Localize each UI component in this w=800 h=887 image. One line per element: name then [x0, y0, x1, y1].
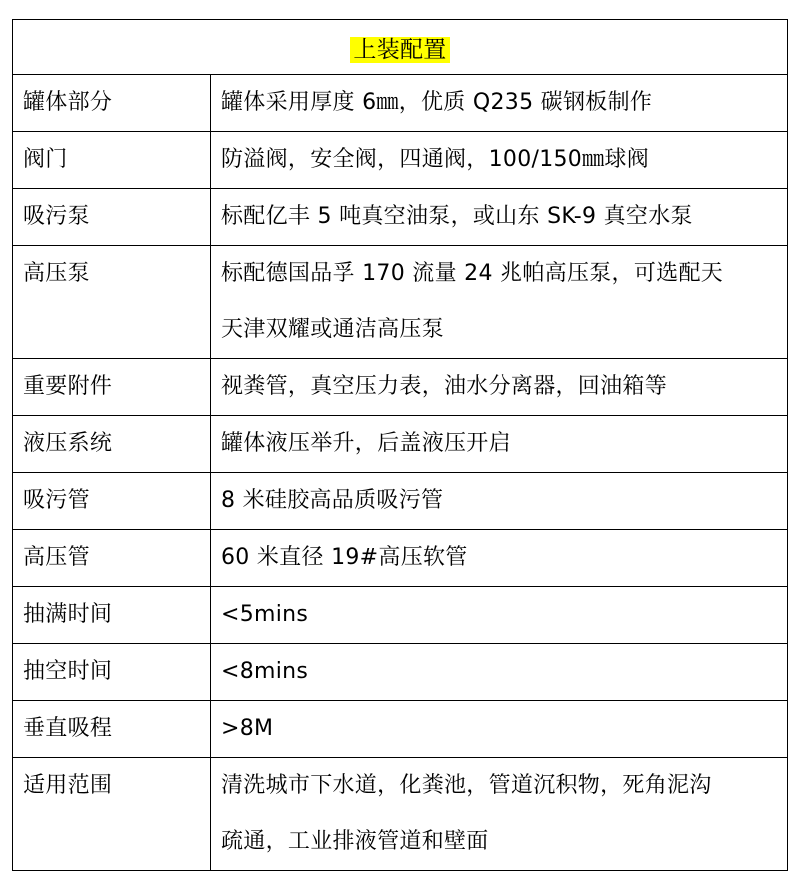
- row-label: 抽空时间: [13, 644, 211, 701]
- value-line: 罐体采用厚度 6㎜，优质 Q235 碳钢板制作: [221, 90, 653, 115]
- table-row: [13, 246, 788, 359]
- value-line: 防溢阀，安全阀，四通阀，100/150㎜球阀: [221, 147, 649, 172]
- spec-table: [12, 19, 788, 871]
- value-line: 60 米直径 19#高压软管: [221, 545, 468, 570]
- row-value: [211, 587, 788, 644]
- row-label: 吸污泵: [13, 189, 211, 246]
- row-value: [211, 132, 788, 189]
- table-row: [13, 758, 788, 871]
- table-row: [13, 644, 788, 701]
- row-value: [211, 75, 788, 132]
- table-row: [13, 701, 788, 758]
- row-label: 高压泵: [13, 246, 211, 359]
- title-row: [13, 20, 788, 75]
- table-title: 上装配置: [350, 37, 449, 63]
- row-value: [211, 473, 788, 530]
- table-row: [13, 416, 788, 473]
- row-value: [211, 701, 788, 758]
- value-line: 清洗城市下水道，化粪池，管道沉积物，死角泥沟: [221, 773, 712, 798]
- table-row: [13, 132, 788, 189]
- value-line: 8 米硅胶高品质吸污管: [221, 488, 444, 513]
- row-value: [211, 758, 788, 871]
- row-label: 液压系统: [13, 416, 211, 473]
- value-line: 标配亿丰 5 吨真空油泵，或山东 SK-9 真空水泵: [221, 204, 693, 229]
- row-value: [211, 246, 788, 359]
- value-line: <8mins: [221, 659, 309, 684]
- value-line: 视粪管，真空压力表，油水分离器，回油箱等: [221, 374, 668, 399]
- row-label: 罐体部分: [13, 75, 211, 132]
- title-cell: [13, 20, 788, 75]
- row-label: 适用范围: [13, 758, 211, 871]
- value-line: 天津双耀或通洁高压泵: [221, 317, 445, 342]
- table-row: [13, 587, 788, 644]
- row-label: 吸污管: [13, 473, 211, 530]
- value-line: >8M: [221, 716, 274, 741]
- row-value: [211, 530, 788, 587]
- value-line: 标配德国品孚 170 流量 24 兆帕高压泵，可选配天: [221, 261, 724, 286]
- row-label: 抽满时间: [13, 587, 211, 644]
- value-line: <5mins: [221, 602, 309, 627]
- row-label: 垂直吸程: [13, 701, 211, 758]
- row-label: 阀门: [13, 132, 211, 189]
- row-value: [211, 416, 788, 473]
- row-label: 重要附件: [13, 359, 211, 416]
- table-row: [13, 189, 788, 246]
- table-row: [13, 530, 788, 587]
- table-row: [13, 75, 788, 132]
- row-value: [211, 189, 788, 246]
- table-row: [13, 473, 788, 530]
- row-value: [211, 644, 788, 701]
- table-row: [13, 359, 788, 416]
- value-line: 罐体液压举升，后盖液压开启: [221, 431, 511, 456]
- value-line: 疏通，工业排液管道和壁面: [221, 829, 489, 854]
- row-label: 高压管: [13, 530, 211, 587]
- row-value: [211, 359, 788, 416]
